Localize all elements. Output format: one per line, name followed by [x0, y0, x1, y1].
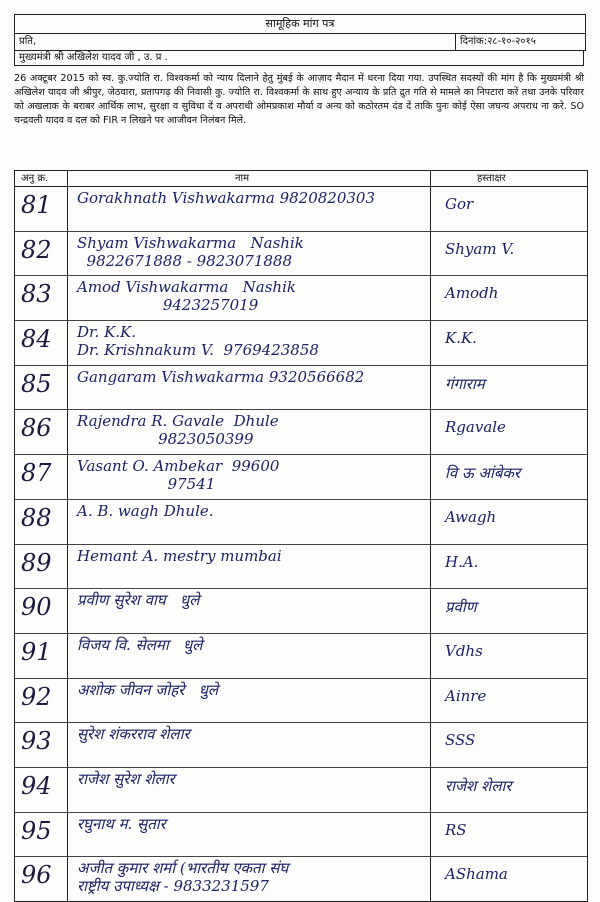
member-signature: Shyam V.	[445, 239, 515, 258]
member-name: सुरेश शंकरराव शेलार	[77, 725, 190, 744]
table-row	[15, 232, 587, 277]
member-signature: RS	[445, 820, 467, 839]
to-label: प्रति,	[19, 36, 37, 47]
table-row	[15, 813, 587, 858]
table-header	[15, 171, 587, 187]
row-number: 91	[21, 637, 52, 666]
member-signature: H.A.	[445, 552, 479, 571]
date-label: दिनांक:२८-१०-२०१५	[455, 34, 584, 50]
member-signature: राजेश शेलार	[445, 776, 512, 795]
member-name: A. B. wagh Dhule.	[77, 501, 214, 520]
header-name: नाम	[235, 173, 250, 184]
row-number: 90	[21, 593, 52, 622]
header-sr-no: अनु क्र.	[21, 173, 49, 184]
member-name: प्रवीण सुरेश वाघ धुले	[77, 591, 200, 610]
table-row	[15, 321, 587, 366]
member-name: Shyam Vishwakarma Nashik 9822671888 - 9823071888	[77, 233, 304, 270]
table-row	[15, 723, 587, 768]
table-row	[15, 276, 587, 321]
row-number: 81	[21, 191, 52, 219]
member-signature: Awagh	[445, 507, 497, 526]
member-name: Gangaram Vishwakarma 9320566682	[77, 367, 365, 386]
petition-page	[14, 14, 586, 896]
header-signature: हस्ताक्षर	[477, 173, 506, 184]
member-name: राजेश सुरेश शेलार	[77, 769, 175, 788]
row-number: 88	[21, 503, 52, 532]
table-row	[15, 589, 587, 634]
member-name: Dr. K.K. Dr. Krishnakum V. 9769423858	[77, 323, 319, 360]
row-number: 86	[21, 414, 52, 443]
row-number: 95	[21, 816, 52, 845]
to-row	[14, 33, 586, 51]
member-signature: K.K.	[445, 329, 477, 348]
member-name: Amod Vishwakarma Nashik 9423257019	[77, 278, 296, 315]
member-name: अजीत कुमार शर्मा (भारतीय एकता संघ राष्ट्रीय उपाध्यक्ष - 9833231597	[77, 859, 289, 896]
table-row	[15, 187, 587, 232]
row-number: 84	[21, 325, 52, 354]
member-signature: गंगाराम	[445, 374, 485, 393]
row-number: 96	[21, 861, 52, 890]
row-number: 87	[21, 459, 52, 488]
row-number: 89	[21, 548, 52, 577]
table-row	[15, 634, 587, 679]
member-name: Hemant A. mestry mumbai	[77, 546, 282, 565]
table-row	[15, 768, 587, 813]
member-signature: वि ऊ आंबेकर	[445, 464, 521, 483]
member-signature: प्रवीण	[445, 598, 477, 617]
petition-body-text: 26 अक्टूबर 2015 को स्व. कु.ज्योति रा. विश्वकर्मा को न्याय दिलाने हेतु मुंबई के आज़ाद मैदान में धरना दिया गया. उपस्थित सदस्यों की मांग है कि मुख्यमंत्री श्री अखिलेश यादव जी श्रीपुर, जेठवारा, प्रतापगढ़ की निवासी कु. ज्योति रा. विश्वकर्मा के साथ हुए अन्याय के प्रति द्रुत गति से मामले का निपटारा करें तथा उनके परिवार को अखलाक के बराबर आर्थिक लाभ, सुरक्षा व सुविधा दें व अपराधी ओमप्रकाश मौर्या व अन्य को कठोरतम दंड दें ताकि पुनः कोई ऐसा जघन्य अपराध ना करे. SO चन्द्रवली यादव व दल को FIR न लिखने पर आजीवन निलंबन मिले.	[14, 73, 584, 126]
table-row	[15, 366, 587, 411]
table-row	[15, 455, 587, 500]
table-row	[15, 545, 587, 590]
member-name: अशोक जीवन जोहरे धुले	[77, 680, 219, 699]
table-row	[15, 679, 587, 724]
document-title: सामूहिक मांग पत्र	[14, 14, 586, 33]
member-name: Vasant O. Ambekar 99600 97541	[77, 457, 280, 494]
row-number: 82	[21, 235, 52, 264]
table-row	[15, 857, 587, 901]
row-number: 92	[21, 682, 52, 711]
row-number: 85	[21, 369, 52, 398]
member-signature: Rgavale	[445, 418, 506, 437]
member-signature: Vdhs	[445, 641, 483, 660]
addressee: मुख्यमंत्री श्री अखिलेश यादव जी , उ. प्र .	[14, 50, 584, 66]
table-row	[15, 500, 587, 545]
signature-table	[14, 170, 588, 902]
row-number: 83	[21, 280, 52, 309]
member-signature: SSS	[445, 731, 476, 750]
row-number: 94	[21, 771, 52, 800]
member-signature: Gor	[445, 195, 474, 213]
member-signature: Amodh	[445, 284, 499, 303]
member-name: रघुनाथ म. सुतार	[77, 814, 166, 833]
member-name: Rajendra R. Gavale Dhule 9823050399	[77, 412, 279, 449]
member-name: विजय वि. सेलमा धुले	[77, 635, 203, 654]
member-signature: AShama	[445, 865, 508, 884]
member-signature: Ainre	[445, 686, 487, 705]
row-number: 93	[21, 727, 52, 756]
member-name: Gorakhnath Vishwakarma 9820820303	[77, 189, 376, 207]
table-row	[15, 410, 587, 455]
